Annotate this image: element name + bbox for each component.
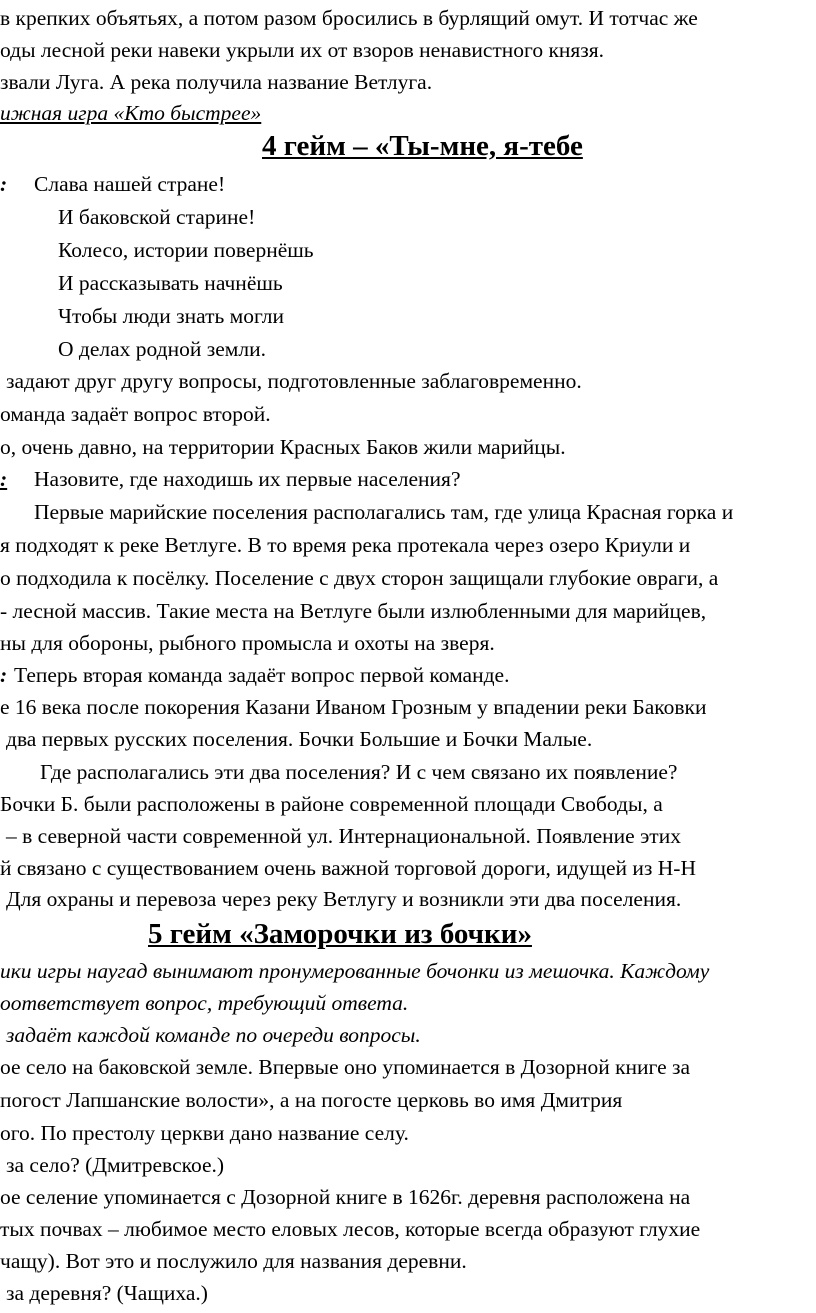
text-line: задают друг другу вопросы, подготовленные заблаговременно.	[6, 369, 582, 393]
poem-line: Чтобы люди знать могли	[58, 304, 284, 328]
text-line: в крепких объятьях, а потом разом бросились в бурлящий омут. И тотчас же	[0, 6, 698, 30]
poem-line: О делах родной земли.	[58, 337, 266, 361]
question-text: тых почвах – любимое место еловых лесов, которые всегда образуют глухие	[0, 1217, 701, 1241]
history-line: й связано с существованием очень важной торговой дороги, идущей из Н-Н	[0, 856, 696, 880]
question-text: ого. По престолу церкви дано название селу.	[0, 1121, 409, 1145]
history-line: е 16 века после покорения Казани Иваном Грозным у впадении реки Баковки	[0, 695, 707, 719]
history-line: Бочки Б. были расположены в районе современной площади Свободы, а	[0, 792, 663, 816]
speaker-label: :	[0, 172, 8, 196]
question-text: за деревня? (Чащиха.)	[6, 1281, 208, 1305]
italic-instruction: задаёт каждой команде по очереди вопросы.	[6, 1023, 421, 1047]
poem-line: И баковской старине!	[58, 205, 256, 229]
text-line: оды лесной реки навеки укрыли их от взоров ненавистного князя.	[0, 38, 605, 62]
text-line: звали Луга. А река получила название Ветлуга.	[0, 70, 433, 94]
speaker-label: :	[0, 467, 8, 491]
italic-instruction: ики игры наугад вынимают пронумерованные бочонки из мешочка. Каждому	[0, 959, 710, 983]
text-line: оманда задаёт вопрос второй.	[0, 402, 271, 426]
answer-line: о подходила к посёлку. Поселение с двух сторон защищали глубокие овраги, а	[0, 566, 719, 590]
italic-instruction: оответствует вопрос, требующий ответа.	[0, 991, 409, 1015]
answer-line: - лесной массив. Такие места на Ветлуге были излюбленными для марийцев,	[0, 599, 707, 623]
game4-heading: 4 гейм – «Ты-мне, я-тебе	[262, 130, 583, 162]
history-line: два первых русских поселения. Бочки Большие и Бочки Малые.	[6, 727, 593, 751]
poem-line: И рассказывать начнёшь	[58, 271, 283, 295]
answer-line: я подходят к реке Ветлуге. В то время река протекала через озеро Криули и	[0, 533, 691, 557]
question-text: ое село на баковской земле. Впервые оно упоминается в Дозорной книге за	[0, 1055, 691, 1079]
speaker-label: :	[0, 663, 8, 687]
text-line: Теперь вторая команда задаёт вопрос первой команде.	[14, 663, 510, 687]
text-line: о, очень давно, на территории Красных Баков жили марийцы.	[0, 435, 566, 459]
question-text: ое селение упоминается с Дозорной книге в 1626г. деревня расположена на	[0, 1185, 691, 1209]
answer-line: ны для обороны, рыбного промысла и охоты на зверя.	[0, 631, 495, 655]
poem-line: Слава нашей стране!	[34, 172, 226, 196]
question-text: чащу). Вот это и послужило для названия деревни.	[0, 1249, 467, 1273]
history-line: Для охраны и перевоза через реку Ветлугу и возникли эти два поселения.	[6, 887, 682, 911]
question-line: Назовите, где находишь их первые населения?	[34, 467, 461, 491]
answer-line: Первые марийские поселения располагались там, где улица Красная горка и	[34, 500, 734, 524]
poem-line: Колесо, истории повернёшь	[58, 238, 314, 262]
history-line: – в северной части современной ул. Интернациональной. Появление этих	[6, 824, 681, 848]
book-game-title: ижная игра «Кто быстрее»	[0, 101, 262, 125]
history-line: Где располагались эти два поселения? И с чем связано их появление?	[40, 760, 678, 784]
question-text: за село? (Дмитревское.)	[6, 1153, 225, 1177]
game5-heading: 5 гейм «Заморочки из бочки»	[148, 918, 532, 950]
question-text: погост Лапшанские волости», а на погосте церковь во имя Дмитрия	[0, 1088, 623, 1112]
